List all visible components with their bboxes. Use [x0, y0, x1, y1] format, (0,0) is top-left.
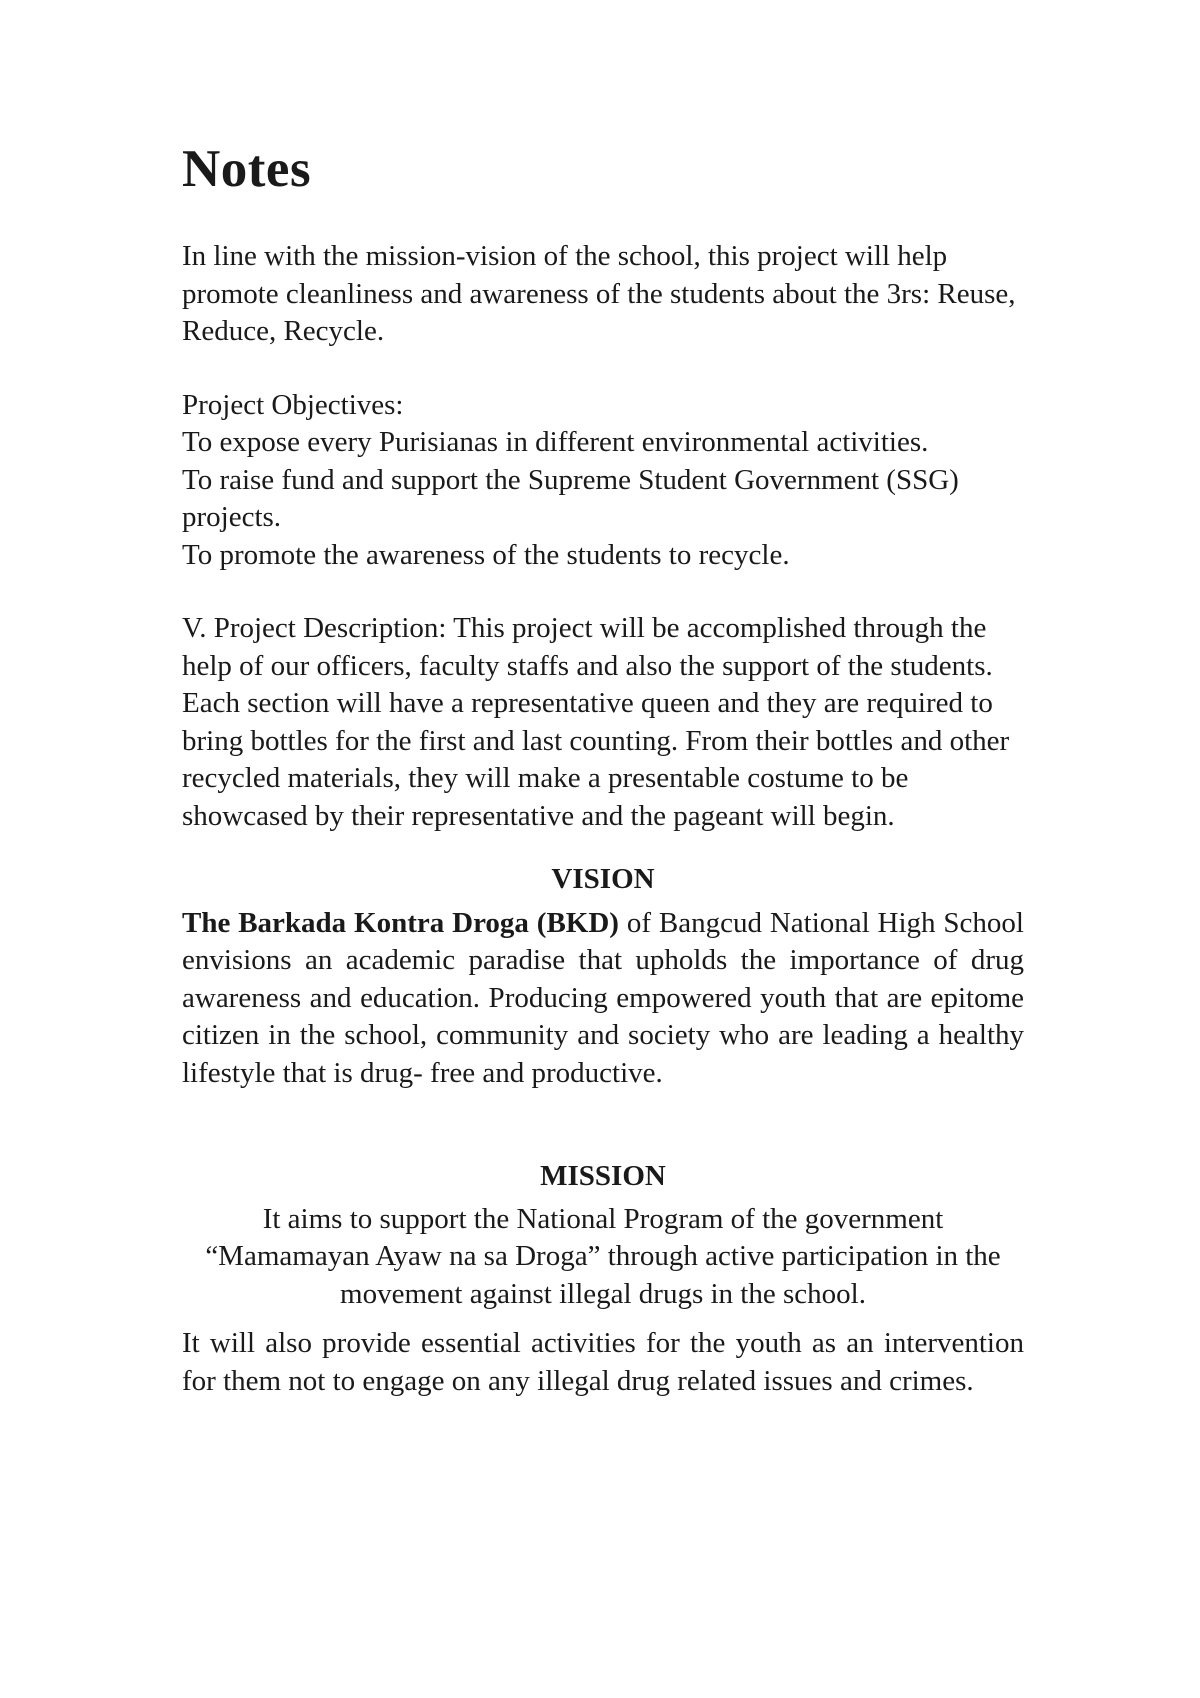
vision-paragraph	[182, 905, 1024, 1093]
mission-heading: MISSION	[540, 1160, 666, 1193]
intro-paragraph: In line with the mission-vision of the school, this project will help promote cleanliness and awareness of the students about the 3rs: Reuse, Reduce, Recycle.	[182, 240, 1016, 348]
objective-item: To promote the awareness of the students to recycle.	[182, 538, 790, 571]
vision-text: of Bangcud National High School envisions an academic paradise that upholds the importance of drug awareness and education. Producing empowered youth that are epitome citizen in the school, community and society who are leading a healthy lifestyle that is drug- free and productive.	[182, 906, 1024, 1089]
mission-paragraph-1: It aims to support the National Program of the government “Mamamayan Ayaw na sa Droga” through active participation in the movement against illegal drugs in the school.	[205, 1202, 1001, 1310]
mission-paragraph-2: It will also provide essential activities for the youth as an intervention for them not to engage on any illegal drug related issues and crimes.	[182, 1327, 1024, 1397]
page-title: Notes	[182, 140, 312, 198]
document-page	[182, 140, 1024, 1400]
objective-item: To expose every Purisianas in different environmental activities.	[182, 426, 929, 459]
objective-item: To raise fund and support the Supreme Student Government (SSG) projects.	[182, 463, 959, 534]
objectives-heading: Project Objectives:	[182, 388, 404, 421]
vision-heading: VISION	[551, 863, 655, 896]
organization-name: The Barkada Kontra Droga (BKD)	[182, 906, 619, 939]
project-description: V. Project Description: This project will be accomplished through the help of our officers, faculty staffs and also the support of the students. Each section will have a representative queen and they are required to bring bottles for the first and last counting. From their bottles and other recycled materials, they will make a presentable costume to be showcased by their representative and the pageant will begin.	[182, 612, 1010, 832]
project-objectives	[182, 387, 1024, 575]
